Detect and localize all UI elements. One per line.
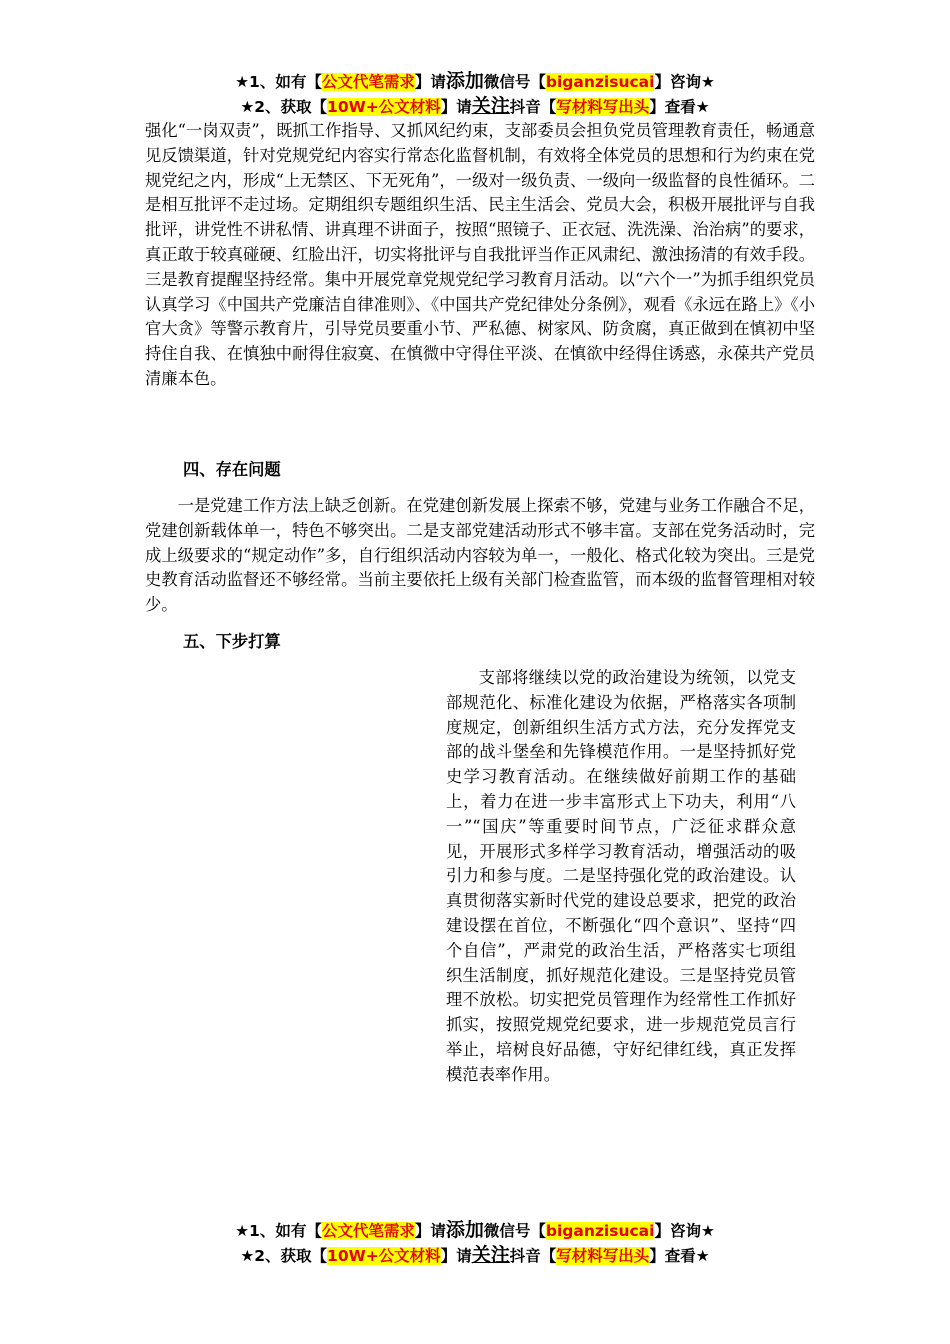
banner-emphasis: 关注 <box>471 1244 510 1266</box>
banner-text: ★2、获取【 <box>240 1247 328 1265</box>
banner-text: 】查看★ <box>649 1247 710 1265</box>
banner-highlight: 10W+公文材料 <box>327 98 441 116</box>
banner-text: 】请 <box>440 1247 472 1265</box>
banner-line-1 <box>0 69 950 94</box>
banner-wechat-id: biganzisucai <box>545 73 655 91</box>
banner-emphasis: 关注 <box>471 95 510 117</box>
banner-text: ★2、获取【 <box>240 98 328 116</box>
banner-line-2 <box>0 94 950 119</box>
banner-text: 】请 <box>414 73 446 91</box>
banner-text: 】咨询★ <box>654 1222 715 1240</box>
banner-line-2 <box>0 1243 950 1268</box>
footer-banner <box>0 1218 950 1268</box>
banner-emphasis: 添加 <box>445 70 484 92</box>
banner-text: 微信号【 <box>483 73 546 91</box>
paragraph-next-steps: 支部将继续以党的政治建设为统领，以党支部规范化、标准化建设为依据，严格落实各项制度规定，创新组织生活方式方法，充分发挥党支部的战斗堡垒和先锋模范作用。一是坚持抓好党史学习教育活动。在继续做好前期工作的基础上，着力在进一步丰富形式上下功夫，利用“八一”“国庆”等重要时间节点，广泛征求群众意见，开展形式多样学习教育活动，增强活动的吸引力和参与度。二是坚持强化党的政治建设。认真贯彻落实新时代党的建设总要求，把党的政治建设摆在首位，不断强化“四个意识”、坚持“四个自信”，严肃党的政治生活，严格落实七项组织生活制度，抓好规范化建设。三是坚持党员管理不放松。切实把党员管理作为经常性工作抓好抓实，按照党规党纪要求，进一步规范党员言行举止，培树良好品德，守好纪律红线，真正发挥模范表率作用。 <box>446 668 796 1084</box>
banner-line-1 <box>0 1218 950 1243</box>
banner-highlight: 公文代笔需求 <box>321 73 415 91</box>
section-heading-next-steps: 五、下步打算 <box>183 632 281 651</box>
banner-text: ★1、如有【 <box>235 1222 322 1240</box>
banner-text: 】查看★ <box>649 98 710 116</box>
banner-wechat-id: biganzisucai <box>545 1222 655 1240</box>
banner-text: 】咨询★ <box>654 73 715 91</box>
banner-text: 抖音【 <box>509 98 557 116</box>
header-banner <box>0 69 950 119</box>
banner-douyin-account: 写材料写出头 <box>556 1247 650 1265</box>
banner-text: 】请 <box>440 98 472 116</box>
banner-text: ★1、如有【 <box>235 73 322 91</box>
paragraph-problems: 一是党建工作方法上缺乏创新。在党建创新发展上探索不够，党建与业务工作融合不足，党建创新载体单一，特色不够突出。二是支部党建活动形式不够丰富。支部在党务活动时，完成上级要求的“规定动作”多，自行组织活动内容较为单一，一般化、格式化较为突出。三是党史教育活动监督还不够经常。当前主要依托上级有关部门检查监管，而本级的监督管理相对较少。 <box>145 496 815 615</box>
banner-highlight: 10W+公文材料 <box>327 1247 441 1265</box>
banner-text: 】请 <box>414 1222 446 1240</box>
section-heading-problems: 四、存在问题 <box>183 460 281 479</box>
banner-douyin-account: 写材料写出头 <box>556 98 650 116</box>
banner-text: 微信号【 <box>483 1222 546 1240</box>
paragraph-discipline: 强化“一岗双责”，既抓工作指导、又抓风纪约束，支部委员会担负党员管理教育责任，畅通意见反馈渠道，针对党规党纪内容实行常态化监督机制，有效将全体党员的思想和行为约束在党规党纪之内，形成“上无禁区、下无死角”，一级对一级负责、一级向一级监督的良性循环。二是相互批评不走过场。定期组织专题组织生活、民主生活会、党员大会，积极开展批评与自我批评，讲党性不讲私情、讲真理不讲面子，按照“照镜子、正衣冠、洗洗澡、治治病”的要求，真正敢于较真碰硬、红脸出汗，切实将批评与自我批评当作正风肃纪、激浊扬清的有效手段。三是教育提醒坚持经常。集中开展党章党规党纪学习教育月活动。以“六个一”为抓手组织党员认真学习《中国共产党廉洁自律准则》、《中国共产党纪律处分条例》，观看《永远在路上》《小官大贪》等警示教育片，引导党员要重小节、严私德、树家风、防贪腐，真正做到在慎初中坚持住自我、在慎独中耐得住寂寞、在慎微中守得住平淡、在慎欲中经得住诱惑，永葆共产党员清廉本色。 <box>145 121 815 388</box>
banner-highlight: 公文代笔需求 <box>321 1222 415 1240</box>
banner-text: 抖音【 <box>509 1247 557 1265</box>
banner-emphasis: 添加 <box>445 1219 484 1241</box>
